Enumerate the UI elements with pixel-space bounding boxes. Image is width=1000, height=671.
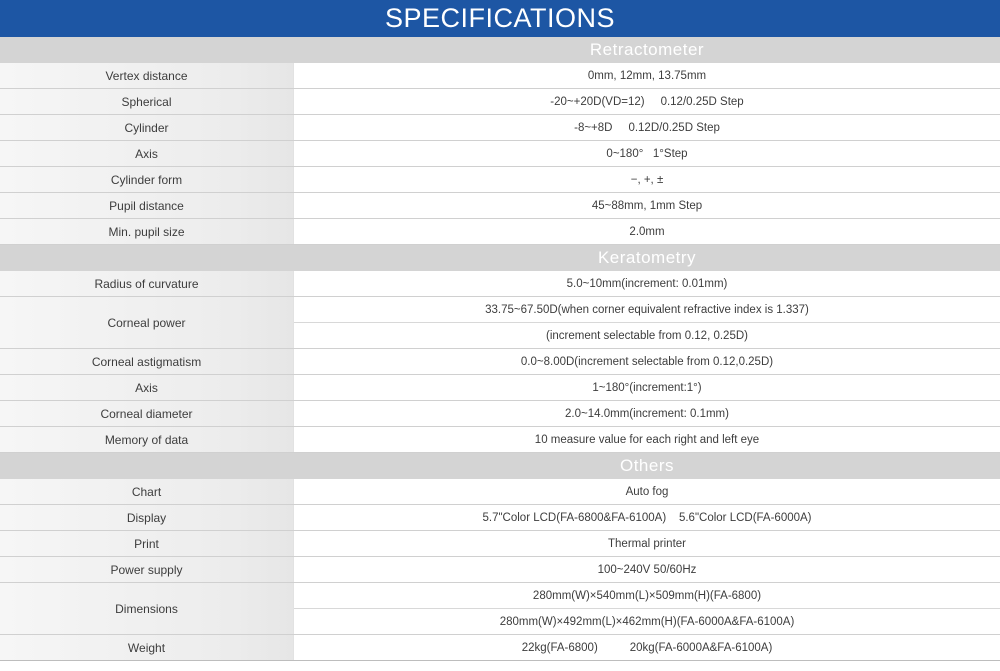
spec-label: Memory of data bbox=[0, 427, 294, 452]
spec-value: 0.0~8.00D(increment selectable from 0.12,0.25D) bbox=[520, 355, 774, 368]
spec-value: -20~+20D(VD=12) 0.12/0.25D Step bbox=[550, 95, 744, 108]
spec-value: 280mm(W)×540mm(L)×509mm(H)(FA-6800) bbox=[532, 589, 762, 602]
spec-value: (increment selectable from 0.12, 0.25D) bbox=[294, 322, 1000, 348]
spec-row bbox=[0, 557, 1000, 583]
spec-row bbox=[0, 297, 1000, 349]
page-title: SPECIFICATIONS bbox=[384, 3, 616, 33]
spec-value: -8~+8D 0.12D/0.25D Step bbox=[574, 121, 720, 134]
spec-value: 5.7"Color LCD(FA-6800&FA-6100A) 5.6"Color LCD(FA-6000A) bbox=[482, 511, 812, 524]
spec-value: 0mm, 12mm, 13.75mm bbox=[587, 69, 707, 82]
spec-values bbox=[294, 167, 1000, 192]
spec-label: Corneal power bbox=[0, 297, 294, 348]
spec-row bbox=[0, 89, 1000, 115]
spec-values bbox=[294, 271, 1000, 296]
spec-values bbox=[294, 557, 1000, 582]
spec-row bbox=[0, 115, 1000, 141]
spec-label: Chart bbox=[0, 479, 294, 504]
spec-table bbox=[0, 37, 1000, 661]
section-title: Retractometer bbox=[589, 40, 705, 59]
spec-value: 10 measure value for each right and left eye bbox=[534, 433, 760, 446]
spec-value: 45~88mm, 1mm Step bbox=[591, 199, 703, 212]
spec-values bbox=[294, 375, 1000, 400]
spec-row bbox=[0, 401, 1000, 427]
spec-values bbox=[294, 115, 1000, 140]
spec-value: Auto fog bbox=[625, 485, 669, 498]
spec-value: 280mm(W)×492mm(L)×462mm(H)(FA-6000A&FA-6100A) bbox=[294, 608, 1000, 634]
spec-row bbox=[0, 271, 1000, 297]
spec-values bbox=[294, 531, 1000, 556]
spec-label: Vertex distance bbox=[0, 63, 294, 88]
spec-value: 5.0~10mm(increment: 0.01mm) bbox=[566, 277, 728, 290]
spec-row bbox=[0, 427, 1000, 453]
spec-value: 33.75~67.50D(when corner equivalent refractive index is 1.337) bbox=[485, 303, 809, 316]
spec-label: Axis bbox=[0, 375, 294, 400]
spec-row bbox=[0, 375, 1000, 401]
spec-values bbox=[294, 505, 1000, 530]
spec-label: Cylinder bbox=[0, 115, 294, 140]
spec-row bbox=[0, 349, 1000, 375]
spec-values bbox=[294, 193, 1000, 218]
spec-label: Radius of curvature bbox=[0, 271, 294, 296]
spec-row bbox=[0, 635, 1000, 661]
spec-values bbox=[294, 401, 1000, 426]
spec-value: 1~180°(increment:1°) bbox=[592, 381, 702, 394]
section-header bbox=[0, 37, 1000, 63]
spec-label: Corneal diameter bbox=[0, 401, 294, 426]
spec-values bbox=[294, 63, 1000, 88]
spec-value: 0~180° 1°Step bbox=[606, 147, 688, 160]
spec-label: Axis bbox=[0, 141, 294, 166]
spec-values bbox=[294, 219, 1000, 244]
spec-row bbox=[0, 193, 1000, 219]
spec-value: 2.0mm bbox=[629, 225, 665, 238]
spec-values bbox=[294, 583, 1000, 634]
section-header bbox=[0, 245, 1000, 271]
spec-label: Power supply bbox=[0, 557, 294, 582]
spec-value: 22kg(FA-6800) 20kg(FA-6000A&FA-6100A) bbox=[521, 641, 773, 654]
spec-value: 2.0~14.0mm(increment: 0.1mm) bbox=[565, 407, 729, 420]
spec-label: Dimensions bbox=[0, 583, 294, 634]
spec-values bbox=[294, 427, 1000, 452]
spec-row bbox=[0, 583, 1000, 635]
section-title: Others bbox=[619, 456, 675, 475]
spec-row bbox=[0, 531, 1000, 557]
spec-label: Display bbox=[0, 505, 294, 530]
spec-values bbox=[294, 141, 1000, 166]
spec-row bbox=[0, 219, 1000, 245]
spec-row bbox=[0, 63, 1000, 89]
spec-value: Thermal printer bbox=[608, 537, 686, 550]
spec-values bbox=[294, 349, 1000, 374]
spec-row bbox=[0, 479, 1000, 505]
section-header bbox=[0, 453, 1000, 479]
spec-label: Pupil distance bbox=[0, 193, 294, 218]
spec-row bbox=[0, 167, 1000, 193]
spec-label: Spherical bbox=[0, 89, 294, 114]
section-title: Keratometry bbox=[597, 248, 697, 267]
spec-values bbox=[294, 297, 1000, 348]
spec-label: Print bbox=[0, 531, 294, 556]
spec-values bbox=[294, 635, 1000, 660]
spec-row bbox=[0, 141, 1000, 167]
title-bar bbox=[0, 0, 1000, 37]
spec-values bbox=[294, 479, 1000, 504]
spec-label: Weight bbox=[0, 635, 294, 660]
spec-value: −, +, ± bbox=[630, 173, 664, 186]
spec-label: Corneal astigmatism bbox=[0, 349, 294, 374]
spec-label: Min. pupil size bbox=[0, 219, 294, 244]
spec-label: Cylinder form bbox=[0, 167, 294, 192]
spec-value: 100~240V 50/60Hz bbox=[597, 563, 697, 576]
spec-values bbox=[294, 89, 1000, 114]
spec-row bbox=[0, 505, 1000, 531]
